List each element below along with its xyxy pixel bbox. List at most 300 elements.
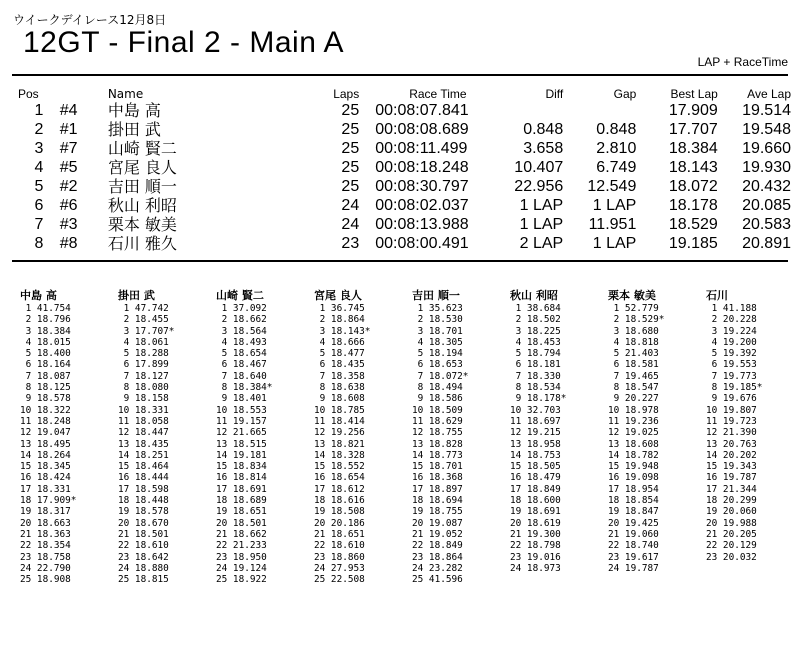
lap-time: 22 18.610: [314, 540, 365, 552]
lap-time: 6 18.164: [20, 359, 71, 371]
lap-time: 8 18.384*: [216, 382, 273, 394]
lap-time: 17 18.849: [510, 483, 561, 495]
ave-lap-cell: 19.548: [742, 121, 791, 138]
page-title: 12GT - Final 2 - Main A: [23, 26, 345, 59]
lap-time: 25 18.922: [216, 574, 267, 586]
lap-time: 20 18.619: [510, 517, 561, 529]
best-lap-cell: 17.707: [668, 121, 718, 138]
lap-time: 15 18.834: [216, 461, 267, 473]
lap-time: 22 21.233: [216, 540, 267, 552]
car-number-cell: #2: [59, 178, 78, 195]
lap-time: 1 35.623: [412, 303, 463, 314]
lap-time: 13 18.828: [412, 438, 463, 450]
lap-time: 1 37.092: [216, 303, 267, 314]
lap-time: 14 18.328: [314, 449, 365, 461]
lap-time: 14 19.181: [216, 449, 267, 461]
lap-time: 20 18.663: [20, 517, 71, 529]
lap-time: 7 18.127: [118, 370, 169, 382]
lap-time: 9 20.227: [608, 393, 659, 405]
lap-time: 23 18.642: [118, 551, 169, 563]
car-number-cell: #1: [59, 121, 78, 138]
lap-time: 22 18.740: [608, 540, 659, 552]
driver-name-cell: 宮尾 良人: [107, 158, 177, 177]
lap-time: 24 19.787: [608, 562, 659, 574]
laps-cell: 25: [341, 121, 360, 138]
lap-time: 11 19.723: [706, 415, 757, 427]
race-time-cell: 00:08:11.499: [375, 140, 468, 157]
lap-time: 21 18.363: [20, 528, 71, 540]
race-time-cell: 00:08:30.797: [375, 178, 469, 195]
lap-time: 18 18.689: [216, 495, 267, 507]
lap-time: 5 18.400: [20, 348, 71, 360]
ave-lap-cell: 20.891: [742, 235, 791, 252]
ave-lap-cell: 19.660: [742, 140, 791, 157]
lap-time: 19 18.847: [608, 506, 659, 518]
lap-time: 1 38.684: [510, 303, 561, 314]
result-row: [18, 158, 791, 177]
lap-time: 24 27.953: [314, 562, 365, 574]
lap-time: 9 18.586: [412, 393, 463, 405]
car-number-cell: #6: [59, 197, 78, 214]
lap-time: 14 18.782: [608, 449, 659, 461]
lap-time: 13 18.821: [314, 438, 365, 450]
lap-time: 4 19.200: [706, 336, 757, 348]
lap-time: 11 18.697: [510, 415, 561, 427]
driver-name-cell: 掛田 武: [107, 120, 161, 139]
lap-time: 20 18.670: [118, 517, 169, 529]
result-row: [18, 101, 791, 120]
best-lap-cell: 18.529: [668, 216, 718, 233]
lap-time: 10 18.785: [314, 404, 365, 416]
ave-lap-cell: 20.583: [742, 216, 791, 233]
lap-time: 4 18.493: [216, 336, 267, 348]
lap-time: 17 21.344: [706, 483, 757, 495]
lap-time: 22 18.849: [412, 540, 463, 552]
lap-time: 11 19.157: [216, 415, 267, 427]
diff-cell: 0.848: [523, 121, 564, 138]
lap-time: 13 20.763: [706, 438, 757, 450]
lap-time: 9 18.578: [20, 393, 71, 405]
position-cell: 7: [34, 216, 44, 233]
lap-time: 6 18.435: [314, 359, 365, 371]
lap-time: 16 18.654: [314, 472, 365, 484]
lap-time: 2 18.502: [510, 314, 561, 326]
lap-time: 18 18.854: [608, 495, 659, 507]
car-number-cell: #8: [59, 235, 78, 252]
lap-time: 6 17.899: [118, 359, 169, 371]
lap-time: 21 18.501: [118, 528, 169, 540]
lap-time: 5 21.403: [608, 348, 659, 360]
lap-time: 10 19.807: [706, 404, 757, 416]
lap-time: 13 18.958: [510, 438, 561, 450]
lap-time: 6 18.581: [608, 359, 659, 371]
lap-time: 25 18.908: [20, 574, 71, 586]
lap-time: 17 18.331: [20, 483, 71, 495]
result-row: [18, 120, 791, 139]
diff-cell: 3.658: [523, 140, 564, 157]
lap-time: 4 18.818: [608, 336, 659, 348]
lap-time: 14 20.202: [706, 449, 757, 461]
lap-column: [118, 289, 218, 585]
lap-column-driver: 中島 高: [20, 289, 57, 302]
lap-column: [216, 289, 316, 585]
position-cell: 2: [34, 121, 44, 138]
lap-time: 21 19.052: [412, 528, 463, 540]
lap-time: 2 18.455: [118, 314, 169, 326]
col-best-lap: Best Lap: [670, 86, 718, 101]
lap-time: 14 18.773: [412, 449, 463, 461]
best-lap-cell: 18.143: [668, 159, 718, 176]
lap-time: 23 18.758: [20, 551, 71, 563]
lap-time: 4 18.305: [412, 336, 463, 348]
lap-time: 14 18.251: [118, 449, 169, 461]
lap-time: 3 18.384: [20, 325, 71, 337]
lap-time: 24 22.790: [20, 562, 71, 574]
lap-time: 4 18.666: [314, 336, 365, 348]
lap-time: 15 19.343: [706, 461, 757, 473]
lap-time: 19 18.317: [20, 506, 71, 518]
lap-time: 16 19.787: [706, 472, 757, 484]
best-lap-cell: 18.384: [668, 140, 718, 157]
lap-time: 25 41.596: [412, 574, 463, 586]
result-row: [18, 139, 791, 158]
lap-time: 23 18.864: [412, 551, 463, 563]
lap-time: 24 19.124: [216, 562, 267, 574]
gap-cell: 0.848: [596, 121, 637, 138]
results-table: [18, 86, 791, 253]
lap-time: 14 18.264: [20, 449, 71, 461]
lap-time: 18 18.694: [412, 495, 463, 507]
lap-time: 12 19.215: [510, 427, 561, 439]
ave-lap-cell: 20.085: [742, 197, 791, 214]
lap-column: [314, 289, 414, 585]
laps-cell: 25: [341, 140, 360, 157]
lap-time: 16 18.424: [20, 472, 71, 484]
lap-time: 2 18.796: [20, 314, 71, 326]
laps-cell: 24: [341, 197, 360, 214]
diff-cell: [501, 101, 564, 120]
lap-time: 21 19.060: [608, 528, 659, 540]
col-number: [60, 86, 108, 101]
result-row: [18, 215, 791, 234]
lap-time: 6 19.553: [706, 359, 757, 371]
lap-time: 17 18.897: [412, 483, 463, 495]
race-time-cell: 00:08:00.491: [375, 235, 469, 252]
lap-time: 2 20.228: [706, 314, 757, 326]
race-time-cell: 00:08:18.248: [375, 159, 469, 176]
lap-column-driver: 掛田 武: [118, 289, 155, 302]
lap-time: 11 19.236: [608, 415, 659, 427]
lap-column-driver: 秋山 利昭: [510, 289, 558, 302]
lap-time: 16 18.444: [118, 472, 169, 484]
lap-time: 1 52.779: [608, 303, 659, 314]
lap-time: 10 18.322: [20, 404, 71, 416]
lap-column: [510, 289, 610, 574]
laps-cell: 25: [341, 159, 360, 176]
lap-time: 17 18.598: [118, 483, 169, 495]
lap-time: 22 20.129: [706, 540, 757, 552]
lap-time: 11 18.629: [412, 415, 463, 427]
lap-time: 15 18.345: [20, 461, 71, 473]
lap-time: 3 18.564: [216, 325, 267, 337]
diff-cell: 1 LAP: [519, 197, 564, 214]
lap-time: 9 18.401: [216, 393, 267, 405]
lap-time: 13 18.495: [20, 438, 71, 450]
lap-time: 9 19.676: [706, 393, 757, 405]
gap-cell: 2.810: [596, 140, 637, 157]
lap-time: 12 21.390: [706, 427, 757, 439]
lap-time: 9 18.178*: [510, 393, 567, 405]
lap-time: 20 20.186: [314, 517, 365, 529]
position-cell: 1: [34, 102, 44, 119]
lap-time: 20 19.425: [608, 517, 659, 529]
laps-cell: 23: [341, 235, 360, 252]
lap-time: 16 18.814: [216, 472, 267, 484]
lap-time: 17 18.612: [314, 483, 365, 495]
lap-time: 3 17.707*: [118, 325, 175, 337]
lap-time: 13 18.435: [118, 438, 169, 450]
section-divider: [12, 260, 788, 262]
lap-time: 12 19.025: [608, 427, 659, 439]
col-race-time: Race Time: [409, 86, 467, 101]
lap-time: 21 19.300: [510, 528, 561, 540]
lap-time: 22 18.354: [20, 540, 71, 552]
race-time-cell: 00:08:08.689: [375, 121, 469, 138]
lap-time: 12 19.256: [314, 427, 365, 439]
lap-time: 4 18.061: [118, 336, 169, 348]
position-cell: 8: [34, 235, 44, 252]
lap-time: 10 18.509: [412, 404, 463, 416]
position-cell: 6: [34, 197, 44, 214]
lap-time: 16 18.479: [510, 472, 561, 484]
lap-time: 9 18.158: [118, 393, 169, 405]
lap-time: 25 22.508: [314, 574, 365, 586]
lap-time: 2 18.864: [314, 314, 365, 326]
lap-time: 21 18.662: [216, 528, 267, 540]
lap-column-driver: 山崎 賢二: [216, 289, 264, 302]
result-row: [18, 177, 791, 196]
best-lap-cell: 18.178: [668, 197, 718, 214]
col-name: Name: [107, 86, 144, 101]
lap-column: [412, 289, 512, 585]
car-number-cell: #3: [59, 216, 78, 233]
lap-time: 21 20.205: [706, 528, 757, 540]
lap-time: 10 18.978: [608, 404, 659, 416]
lap-time: 4 18.015: [20, 336, 71, 348]
col-ave-lap: Ave Lap: [747, 86, 791, 101]
lap-time: 1 41.188: [706, 303, 757, 314]
race-time-cell: 00:08:07.841: [375, 102, 469, 119]
lap-time: 13 18.608: [608, 438, 659, 450]
lap-time: 20 19.988: [706, 517, 757, 529]
lap-time: 11 18.414: [314, 415, 365, 427]
lap-time: 3 18.701: [412, 325, 463, 337]
col-laps: Laps: [333, 86, 360, 101]
lap-time: 8 18.125: [20, 382, 71, 394]
lap-time: 3 19.224: [706, 325, 757, 337]
lap-time: 1 36.745: [314, 303, 365, 314]
lap-time: 7 18.640: [216, 370, 267, 382]
lap-time: 7 18.330: [510, 370, 561, 382]
lap-time: 5 18.794: [510, 348, 561, 360]
lap-time: 19 18.755: [412, 506, 463, 518]
lap-column-driver: 栗本 敏美: [608, 289, 656, 302]
lap-time: 6 18.467: [216, 359, 267, 371]
lap-time: 11 18.058: [118, 415, 169, 427]
lap-time: 7 18.087: [20, 370, 71, 382]
race-time-cell: 00:08:13.988: [375, 216, 469, 233]
gap-cell: [563, 101, 636, 120]
ave-lap-cell: 20.432: [742, 178, 791, 195]
lap-time: 21 18.651: [314, 528, 365, 540]
lap-time: 14 18.753: [510, 449, 561, 461]
lap-time: 18 17.909*: [20, 495, 77, 507]
lap-time: 19 18.508: [314, 506, 365, 518]
gap-cell: 1 LAP: [592, 235, 637, 252]
lap-time: 7 19.773: [706, 370, 757, 382]
lap-time: 9 18.608: [314, 393, 365, 405]
laps-cell: 24: [341, 216, 360, 233]
lap-time: 22 18.610: [118, 540, 169, 552]
results-body: [18, 101, 791, 253]
diff-cell: 10.407: [514, 159, 564, 176]
driver-name-cell: 栗本 敏美: [107, 215, 177, 234]
lap-time: 1 41.754: [20, 303, 71, 314]
lap-time: 12 21.665: [216, 427, 267, 439]
laps-cell: 25: [341, 178, 360, 195]
lap-time: 19 18.578: [118, 506, 169, 518]
lap-time: 11 18.248: [20, 415, 71, 427]
position-cell: 3: [34, 140, 44, 157]
lap-time: 18 18.616: [314, 495, 365, 507]
lap-time: 2 18.529*: [608, 314, 665, 326]
ave-lap-cell: 19.930: [742, 159, 791, 176]
diff-cell: 1 LAP: [519, 216, 564, 233]
gap-cell: 11.951: [588, 216, 637, 233]
lap-time: 10 18.553: [216, 404, 267, 416]
lap-time: 19 18.651: [216, 506, 267, 518]
driver-name-cell: 山崎 賢二: [107, 139, 177, 158]
lap-time: 16 19.098: [608, 472, 659, 484]
lap-time: 20 19.087: [412, 517, 463, 529]
ave-lap-cell: 19.514: [742, 102, 791, 119]
lap-time: 17 18.691: [216, 483, 267, 495]
best-lap-cell: 19.185: [668, 235, 718, 252]
lap-time: 12 18.755: [412, 427, 463, 439]
lap-time: 7 18.358: [314, 370, 365, 382]
laps-cell: 25: [341, 102, 360, 119]
car-number-cell: #4: [59, 102, 78, 119]
lap-time: 23 18.950: [216, 551, 267, 563]
lap-time: 23 19.617: [608, 551, 659, 563]
lap-time: 22 18.798: [510, 540, 561, 552]
lap-time: 6 18.181: [510, 359, 561, 371]
lap-time: 3 18.680: [608, 325, 659, 337]
lap-time: 15 18.552: [314, 461, 365, 473]
lap-time: 15 18.505: [510, 461, 561, 473]
lap-time: 19 18.691: [510, 506, 561, 518]
lap-time: 3 18.143*: [314, 325, 371, 337]
lap-time: 8 19.185*: [706, 382, 763, 394]
lap-column: [608, 289, 708, 574]
lap-time: 5 18.654: [216, 348, 267, 360]
lap-column-driver: 吉田 順一: [412, 289, 460, 302]
position-cell: 4: [34, 159, 44, 176]
results-header-row: [18, 86, 791, 101]
col-gap: Gap: [613, 86, 637, 101]
lap-time: 5 18.477: [314, 348, 365, 360]
lap-time: 15 18.464: [118, 461, 169, 473]
lap-time: 19 20.060: [706, 506, 757, 518]
lap-time: 13 18.515: [216, 438, 267, 450]
lap-time: 23 20.032: [706, 551, 757, 563]
report-subtitle: ウイークデイレース12月8日: [13, 13, 167, 27]
lap-time: 5 19.392: [706, 348, 757, 360]
col-pos: Pos: [18, 86, 39, 101]
best-lap-cell: 17.909: [668, 102, 718, 119]
driver-name-cell: 石川 雅久: [107, 234, 177, 253]
lap-column: [706, 289, 800, 563]
lap-time: 15 19.948: [608, 461, 659, 473]
gap-cell: 6.749: [596, 159, 637, 176]
lap-time: 23 18.860: [314, 551, 365, 563]
lap-time: 24 23.282: [412, 562, 463, 574]
lap-column-driver: 宮尾 良人: [314, 289, 362, 302]
lap-time: 8 18.547: [608, 382, 659, 394]
lap-time: 3 18.225: [510, 325, 561, 337]
driver-name-cell: 秋山 利昭: [107, 196, 177, 215]
lap-time: 4 18.453: [510, 336, 561, 348]
diff-cell: 22.956: [514, 178, 564, 195]
car-number-cell: #7: [59, 140, 78, 157]
header-divider: [12, 74, 788, 76]
lap-time: 15 18.701: [412, 461, 463, 473]
lap-time: 8 18.638: [314, 382, 365, 394]
lap-time: 6 18.653: [412, 359, 463, 371]
lap-time: 20 18.501: [216, 517, 267, 529]
lap-time: 18 20.299: [706, 495, 757, 507]
lap-note: LAP + RaceTime: [697, 55, 788, 69]
lap-time: 8 18.080: [118, 382, 169, 394]
lap-time: 8 18.534: [510, 382, 561, 394]
lap-time: 8 18.494: [412, 382, 463, 394]
lap-time: 2 18.530: [412, 314, 463, 326]
race-time-cell: 00:08:02.037: [375, 197, 469, 214]
lap-time: 17 18.954: [608, 483, 659, 495]
col-diff: Diff: [545, 86, 564, 101]
lap-time: 1 47.742: [118, 303, 169, 314]
gap-cell: 1 LAP: [592, 197, 637, 214]
lap-time: 18 18.448: [118, 495, 169, 507]
lap-time: 10 32.703: [510, 404, 561, 416]
diff-cell: 2 LAP: [519, 235, 564, 252]
lap-time: 7 19.465: [608, 370, 659, 382]
lap-time: 24 18.973: [510, 562, 561, 574]
driver-name-cell: 中島 高: [107, 101, 161, 120]
lap-time: 25 18.815: [118, 574, 169, 586]
result-row: [18, 234, 791, 253]
car-number-cell: #5: [59, 159, 78, 176]
lap-time: 18 18.600: [510, 495, 561, 507]
position-cell: 5: [34, 178, 44, 195]
driver-name-cell: 吉田 順一: [107, 177, 177, 196]
lap-column: [20, 289, 120, 585]
lap-time: 5 18.194: [412, 348, 463, 360]
best-lap-cell: 18.072: [668, 178, 718, 195]
gap-cell: 12.549: [587, 178, 637, 195]
lap-time: 12 19.047: [20, 427, 71, 439]
lap-time: 24 18.880: [118, 562, 169, 574]
